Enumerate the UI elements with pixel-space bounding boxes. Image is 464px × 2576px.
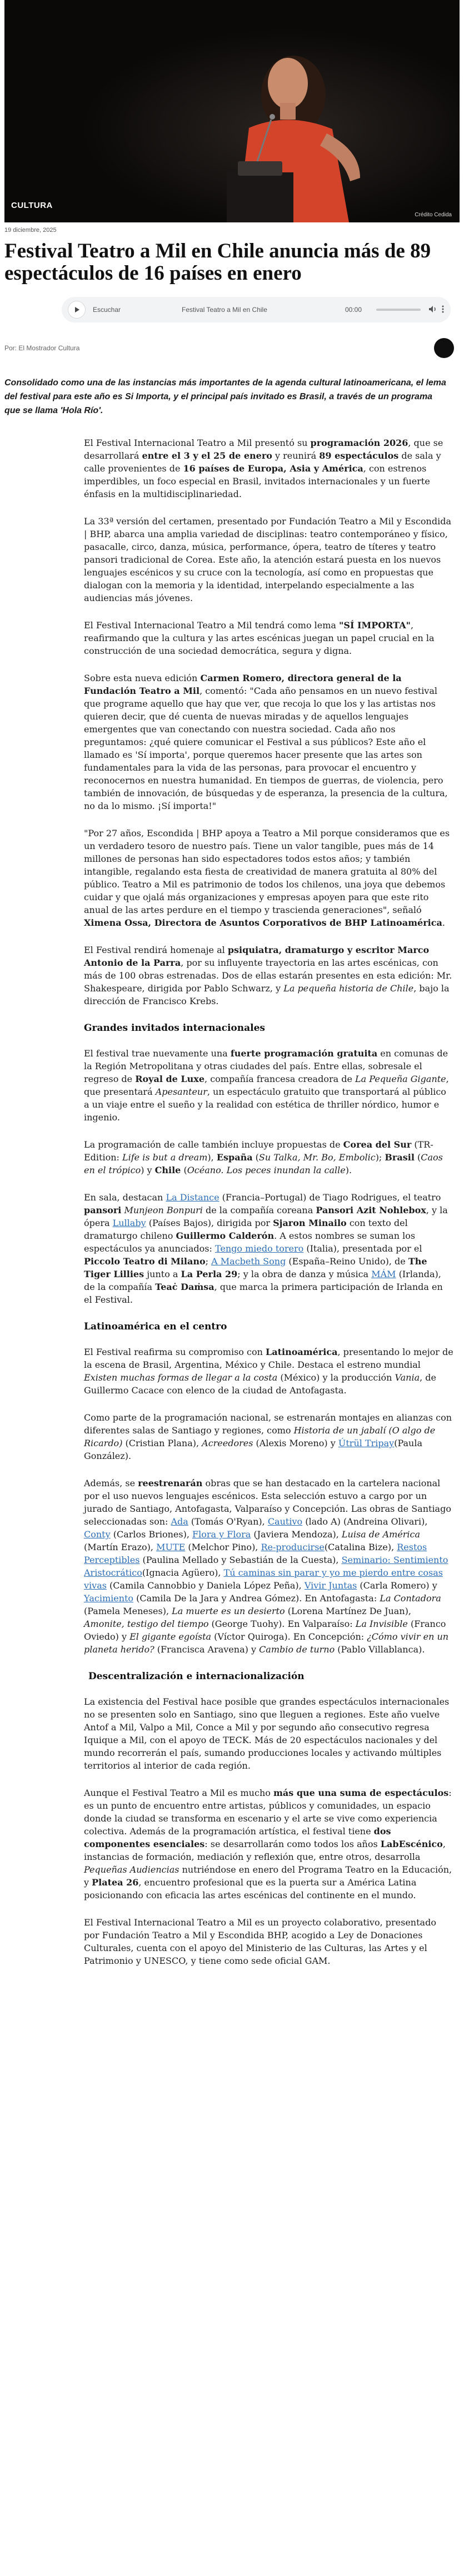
section-tag[interactable]: CULTURA <box>11 201 53 210</box>
time-readout: 00:00 <box>345 306 362 314</box>
play-icon <box>73 306 80 313</box>
paragraph: La programación de calle también incluye propuestas de Corea del Sur (TR-Edition: Life is but a dream), España (Su Talka, Mr. Bo, Embolic); Brasil (Caos en el trópico) y Chile (Océano. Los peces inundan la calle). <box>84 1139 443 1175</box>
publish-date: 19 diciembre, 2025 <box>4 227 57 234</box>
track-title: Festival Teatro a Mil en Chile <box>182 306 267 314</box>
section-heading: Latinoamérica en el centro <box>84 1321 227 1332</box>
link-cautivo[interactable]: Cautivo <box>267 1516 303 1527</box>
link-a-macbeth-song[interactable]: A Macbeth Song <box>211 1256 286 1267</box>
hero-image <box>4 0 460 222</box>
link-seminario[interactable]: Seminario: Sentimiento Aristocrático <box>84 1555 448 1578</box>
link-vivir-juntas[interactable]: Vivir Juntas <box>304 1580 357 1591</box>
paragraph: El Festival Internacional Teatro a Mil presentó su programación 2026, que se desarrollará entre el 3 y el 25 de enero y reunirá 89 espectáculos de sala y calle provenientes de 16 países de Europa, Asia y América, con estrenos imperdibles, un foco especial en Brasil, invitados internacionales y un fuerte énfasis en la multidisciplinariedad. <box>84 438 443 499</box>
progress-bar[interactable] <box>376 309 421 311</box>
link-flora-y-flora[interactable]: Flora y Flora <box>192 1529 251 1540</box>
paragraph: La 33ª versión del certamen, presentado por Fundación Teatro a Mil y Escondida | BHP, abarca una amplia variedad de disciplinas: teatro contemporáneo y físico, pasacalle, circo, danza, música, performance, ópera, teatro de títeres y teatro pansori tradicional de Corea. Este año, la atención estará puesta en los nuevos lenguajes escénicos y su cruce con la tecnología, así como en propuestas que dialogan con la memoria y la identidad, interpelando especialmente a las audiencias más jóvenes. <box>84 516 451 603</box>
link-re-producirse[interactable]: Re-producirse <box>261 1542 325 1552</box>
more-options-icon[interactable] <box>442 305 444 315</box>
avatar[interactable] <box>434 338 454 358</box>
section-heading: Grandes invitados internacionales <box>84 1023 265 1034</box>
link-tengo-miedo-torero[interactable]: Tengo miedo torero <box>214 1243 304 1254</box>
play-button[interactable] <box>68 301 85 318</box>
article-body <box>84 436 453 1967</box>
paragraph: "Por 27 años, Escondida | BHP apoya a Teatro a Mil porque consideramos que es un verdadero tesoro de nuestro país. Tiene un valor tangible, pues más de 14 millones de personas han sido espectadores todos estos años; y también intangible, regalando esta fiesta de creatividad de manera gratuita al 80% del público. Teatro a Mil es patrimonio de todos los chilenos, una joya que debemos cuidar y que ojalá más organizaciones y empresas apoyen para que este rito anual de las artes perdure en el tiempo y trascienda generaciones", señaló Ximena Ossa, Directora de Asuntos Corporativos de BHP Latinoamérica. <box>84 828 450 928</box>
paragraph: El Festival rendirá homenaje al psiquiatra, dramaturgo y escritor Marco Antonio de la Parra, por su influyente trayectoria en las artes escénicas, con más de 100 obras estrenadas. Dos de ellas estarán presentes en esta edición: Mr. Shakespeare, dirigida por Pablo Schwarz, y La pequeña historia de Chile, bajo la dirección de Francisco Krebs. <box>84 945 452 1006</box>
link-ada[interactable]: Ada <box>171 1516 188 1527</box>
link-conty[interactable]: Conty <box>84 1529 111 1540</box>
paragraph: Como parte de la programación nacional, se estrenarán montajes en alianzas con diferentes salas de Santiago y regiones, como Historia de un jabalí (O algo de Ricardo) (Cristian Plana), Acreedores (Alexis Moreno) y Útrül Tripay(Paula González). <box>84 1412 452 1461</box>
paragraph: La existencia del Festival hace posible que grandes espectáculos internacionales no se presenten solo en Santiago, sino que lleguen a regiones. Este año vuelve Antof a Mil, Valpo a Mil, Conce a Mil y por segundo año consecutivo regresa Iquique a Mil, con el apoyo de TECK. Más de 20 espectáculos nacionales y del mundo recorrerán el país, sumando producciones locales y activando múltiples territorios al interior de cada región. <box>84 1696 450 1771</box>
link-utrul-tripay[interactable]: Útrül Tripay <box>338 1438 395 1448</box>
link-mam[interactable]: MÁM <box>371 1269 396 1279</box>
link-yacimiento[interactable]: Yacimiento <box>84 1593 134 1604</box>
paragraph: En sala, destacan La Distance (Francia–Portugal) de Tiago Rodrigues, el teatro pansori Munjeon Bonpuri de la compañía coreana Pansori Azit Nohlebox, y la ópera Lullaby (Países Bajos), dirigida por Sjaron Minailo con texto del dramaturgo chileno Guillermo Calderón. A estos nombres se suman los espectáculos ya anunciados: Tengo miedo torero (Italia), presentada por el Piccolo Teatro di Milano; A Macbeth Song (España–Reino Unido), de The Tiger Lillies junto a La Perla 29; y la obra de danza y música MÁM (Irlanda), de la compañía Teaċ Daṁsa, que marca la primera participación de Irlanda en el Festival. <box>84 1192 448 1305</box>
paragraph: El Festival Internacional Teatro a Mil tendrá como lema "SÍ IMPORTA", reafirmando que la cultura y las artes escénicas juegan un papel crucial en la construcción de una sociedad democrática, segura y digna. <box>84 620 435 656</box>
link-la-distance[interactable]: La Distance <box>166 1192 219 1203</box>
link-mute[interactable]: MUTE <box>156 1542 186 1552</box>
paragraph: Sobre esta nueva edición Carmen Romero, directora general de la Fundación Teatro a Mil, comentó: "Cada año pensamos en un nuevo festival que programe aquello que hay que ver, que recoja lo que los y las artistas nos quieren decir, que dé cuenta de nuevas miradas y de aquellos lenguajes emergentes que van conectando con nuestra sociedad. Cada año nos preguntamos: ¿qué quiere comunicar el Festival a sus públicos? Este año el llamado es 'Sí importa', porque queremos hacer presente que las artes son fundamentales para la vida de las personas, para provocar el encuentro y reconocernos en nuestra humanidad. En tiempos de guerras, de violencia, pero también de innovación, de búsquedas y de esperanza, la presencia de la cultura, no da lo mismo. ¡Sí importa!" <box>84 673 448 811</box>
paragraph: Además, se reestrenarán obras que se han destacado en la cartelera nacional por el uso nuevos lenguajes escénicos. Esta selección estuvo a cargo por un jurado de Santiago, Antofagasta, Valparaíso y Concepción. Las obras de Santiago seleccionadas son: Ada (Tomás O'Ryan), Cautivo (lado A) (Andreina Olivari), Conty (Carlos Briones), Flora y Flora (Javiera Mendoza), Luisa de América (Martín Erazo), MUTE (Melchor Pino), Re-producirse(Catalina Bize), Restos Perceptibles (Paulina Mellado y Sebastián de la Cuesta), Seminario: Sentimiento Aristocrático(Ignacia Agüero), Tú caminas sin parar y yo me pierdo entre cosas vivas (Camila Cannobbio y Daniela López Peña), Vivir Juntas (Carla Romero) y Yacimiento (Camila De la Jara y Andrea Gómez). En Antofagasta: La Contadora (Pamela Meneses), La muerte es un desierto (Lorena Martínez De Juan), Amonite, testigo del tiempo (George Tuohy). En Valparaíso: La Invisible (Franco Oviedo) y El gigante egoísta (Víctor Quiroga). En Concepción: ¿Cómo vivir en un planeta herido? (Francisca Aravena) y Cambio de turno (Pablo Villablanca). <box>84 1478 451 1655</box>
page-title: Festival Teatro a Mil en Chile anuncia más de 89 espectáculos de 16 países en enero <box>4 240 431 285</box>
paragraph: Aunque el Festival Teatro a Mil es mucho más que una suma de espectáculos: es un punto de encuentro entre artistas, públicos y comunidades, un espacio donde la ciudad se transforma en escenario y el arte se vive como experiencia colectiva. Además de la programación artística, el festival tiene dos componentes esenciales: se desarrollarán como todos los años LabEscénico, instancias de formación, mediación y reflexión que, entre otros, desarrolla Pequeñas Audiencias nutriéndose en enero del Programa Teatro en la Educación, y Platea 26, encuentro profesional que es la puerta sur a América Latina posicionando con eficacia las artes escénicas del continente en el mundo. <box>84 1788 452 1900</box>
photo-credit: Crédito Cedida <box>415 212 452 218</box>
paragraph: El Festival reafirma su compromiso con Latinoamérica, presentando lo mejor de la escena de Brasil, Argentina, México y Chile. Destaca el estreno mundial Existen muchas formas de llegar a la costa (México) y la producción Vania, de Guillermo Cacace con elenco de la ciudad de Antofagasta. <box>84 1347 453 1396</box>
link-restos-perceptibles[interactable]: Restos Perceptibles <box>84 1542 427 1565</box>
hero-photo <box>4 0 460 222</box>
volume-icon[interactable] <box>428 305 437 315</box>
link-lullaby[interactable]: Lullaby <box>112 1218 146 1228</box>
paragraph: El festival trae nuevamente una fuerte programación gratuita en comunas de la Región Metropolitana y otras ciudades del país. Entre ellas, sobresale el regreso de Royal de Luxe, compañía francesa creadora de La Pequeña Gigante, que presentará Apesanteur, un espectáculo gratuito que transportará al público a un viaje entre el sueño y la realidad con estética de thriller nórdico, humor e ingenio. <box>84 1048 449 1123</box>
byline-row <box>4 337 460 359</box>
paragraph: El Festival Internacional Teatro a Mil es un proyecto colaborativo, presentado por Fundación Teatro a Mil y Escondida BHP, acogido a Ley de Donaciones Culturales, cuenta con el apoyo del Ministerio de las Culturas, las Artes y el Patrimonio y UNESCO, y tiene como sede oficial GAM. <box>84 1917 436 1966</box>
listen-label: Escuchar <box>93 306 121 314</box>
article-lede: Consolidado como una de las instancias más importantes de la agenda cultural latinoamericana, el lema del festival para este año es Si Importa, y el principal país invitado es Brasil, a través de un programa que se llama 'Hola Río'. <box>4 378 446 415</box>
byline[interactable]: Por: El Mostrador Cultura <box>4 344 80 352</box>
section-heading: Descentralización e internacionalización <box>88 1671 305 1682</box>
audio-player <box>62 297 451 322</box>
link-tu-caminas[interactable]: Tú caminas sin parar y yo me pierdo entre cosas vivas <box>84 1567 443 1591</box>
